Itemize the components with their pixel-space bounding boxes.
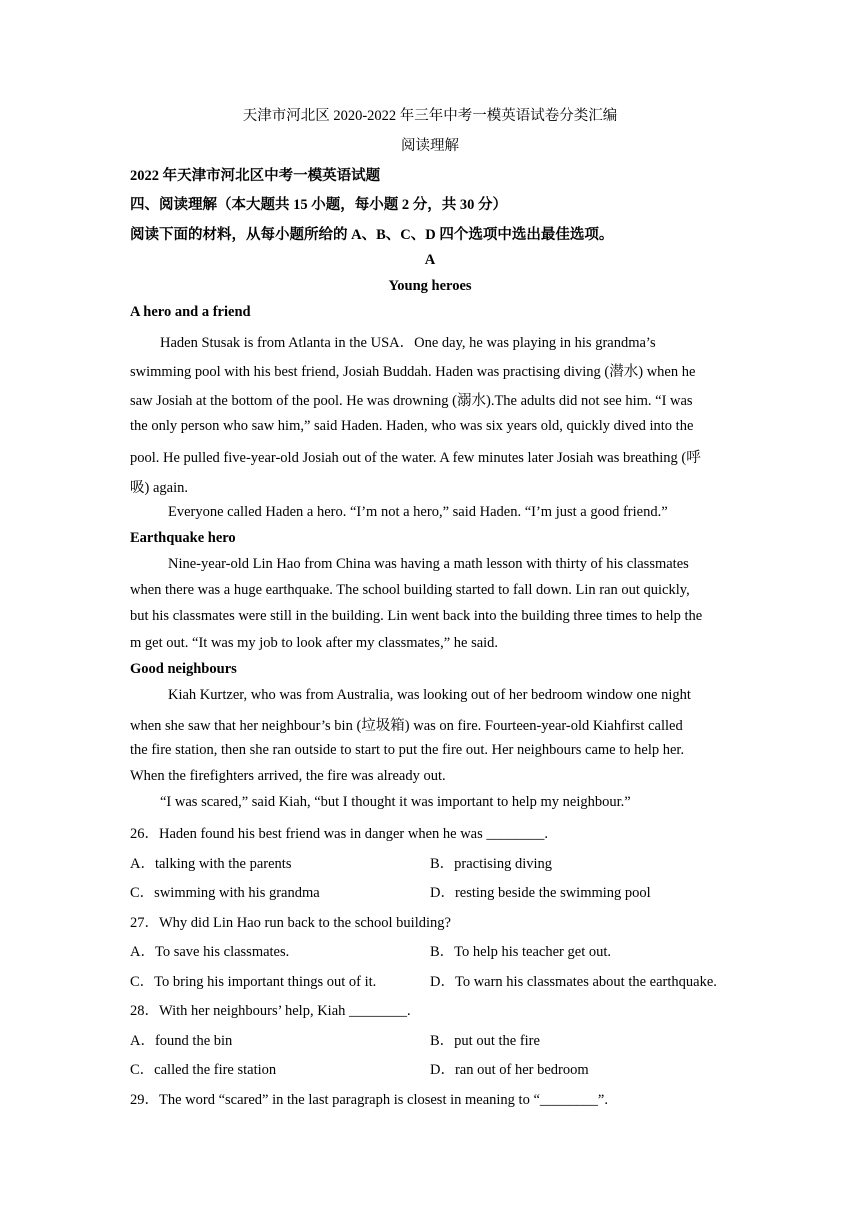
document-title: 天津市河北区 2020-2022 年三年中考一模英语试卷分类汇编 [242,108,618,124]
question-option: A．found the bin [130,1033,233,1049]
question-stem: 26．Haden found his best friend was in danger when he was ________. [130,826,548,842]
question-stem: 28．With her neighbours’ help, Kiah ________. [130,1003,411,1019]
document-subtitle: 阅读理解 [401,138,459,154]
passage-title: Young heroes [388,278,472,294]
question-option: D．resting beside the swimming pool [430,885,651,901]
subheading-earthquake-hero: Earthquake hero [130,530,236,546]
subheading-hero-and-friend: A hero and a friend [130,304,251,320]
passage-line: the only person who saw him,” said Haden. Haden, who was six years old, quickly dived into the [130,418,694,434]
passage-line: Nine-year-old Lin Hao from China was having a math lesson with thirty of his classmates [168,556,689,572]
passage-line: saw Josiah at the bottom of the pool. He was drowning (溺水).The adults did not see him. “I was [130,393,693,409]
passage-line: Haden Stusak is from Atlanta in the USA．One day, he was playing in his grandma’s [160,335,656,351]
passage-line: when there was a huge earthquake. The school building started to fall down. Lin ran out quickly, [130,582,690,598]
question-stem: 29．The word “scared” in the last paragraph is closest in meaning to “________”. [130,1092,608,1108]
subheading-good-neighbours: Good neighbours [130,661,237,677]
passage-line: m get out. “It was my job to look after my classmates,” he said. [130,635,499,651]
instruction-text: 阅读下面的材料，从每小题所给的 A、B、C、D 四个选项中选出最佳选项。 [130,227,614,243]
passage-letter: A [424,252,436,268]
question-option: D．To warn his classmates about the earthquake. [430,974,717,990]
passage-line: “I was scared,” said Kiah, “but I thought it was important to help my neighbour.” [160,794,631,810]
passage-line: when she saw that her neighbour’s bin (垃圾箱) was on fire. Fourteen-year-old Kiahfirst called [130,718,683,734]
question-option: B．practising diving [430,856,553,872]
question-option: A．To save his classmates. [130,944,290,960]
part-heading: 四、阅读理解（本大题共 15 小题，每小题 2 分，共 30 分） [130,197,507,213]
passage-line: but his classmates were still in the building. Lin went back into the building three times to help the [130,608,703,624]
exam-heading: 2022 年天津市河北区中考一模英语试题 [130,168,381,184]
passage-line: Kiah Kurtzer, who was from Australia, was looking out of her bedroom window one night [168,687,691,703]
passage-line: the fire station, then she ran outside to start to put the fire out. Her neighbours came to help her. [130,742,685,758]
question-stem: 27．Why did Lin Hao run back to the school building? [130,915,451,931]
passage-line: 吸) again. [130,480,188,496]
question-option: C．called the fire station [130,1062,277,1078]
passage-line: When the firefighters arrived, the fire was already out. [130,768,446,784]
question-option: A．talking with the parents [130,856,292,872]
question-option: B．To help his teacher get out. [430,944,611,960]
passage-line: Everyone called Haden a hero. “I’m not a hero,” said Haden. “I’m just a good friend.” [168,504,668,520]
question-option: D．ran out of her bedroom [430,1062,589,1078]
passage-line: swimming pool with his best friend, Josiah Buddah. Haden was practising diving (潜水) when he [130,364,696,380]
passage-line: pool. He pulled five-year-old Josiah out of the water. A few minutes later Josiah was breathing (呼 [130,450,701,466]
question-option: C．swimming with his grandma [130,885,320,901]
question-option: C．To bring his important things out of it. [130,974,377,990]
question-option: B．put out the fire [430,1033,540,1049]
